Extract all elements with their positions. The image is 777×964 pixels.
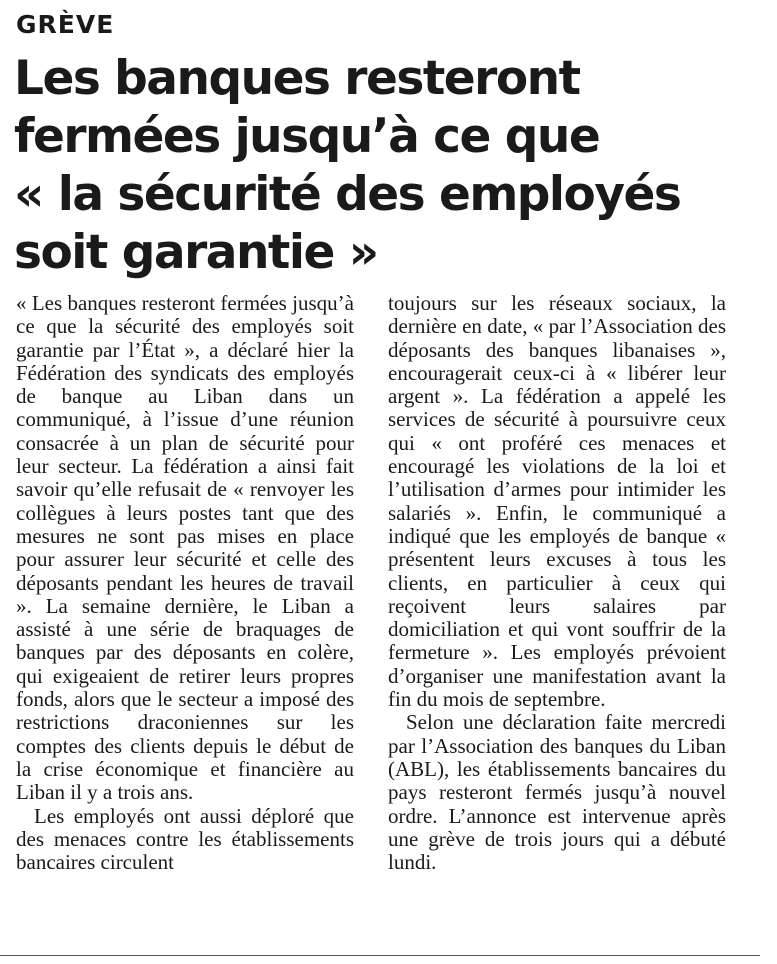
body-paragraph: toujours sur les réseaux sociaux, la dernière en date, « par l’Association des déposants des banques libanaises », encouragerait ceux-ci à « libérer leur argent ». La fédération a appelé les services de sécurité à poursuivre ceux qui « ont proféré ces menaces et encouragé les violations de la loi et l’utilisation d’armes pour intimider les salariés ». Enfin, le communiqué a indiqué que les employés de banque « présentent leurs excuses à tous les clients, en particulier à ceux qui reçoivent leurs salaires par domiciliation et qui vont souffrir de la fermeture ». Les employés prévoient d’organiser une manifestation avant la fin du mois de septembre. bbox=[388, 291, 726, 712]
bottom-divider bbox=[0, 955, 760, 956]
headline-line: soit garantie » bbox=[14, 225, 378, 280]
article-column-left bbox=[16, 292, 354, 874]
body-paragraph: Selon une déclaration faite mercredi par l’Association des banques du Liban (ABL), les établissements bancaires du pays resteront fermés jusqu’à nouvel ordre. L’annonce est intervenue après une grève de trois jours qui a débuté lundi. bbox=[388, 710, 726, 875]
article-headline bbox=[14, 50, 764, 282]
headline-line: Les banques resteront bbox=[14, 51, 580, 106]
body-paragraph: Les employés ont aussi déploré que des menaces contre les établissements bancaires circulent bbox=[16, 803, 354, 875]
section-kicker: GRÈVE bbox=[16, 10, 115, 39]
headline-line: fermées jusqu’à ce que bbox=[14, 109, 600, 164]
body-paragraph: « Les banques resteront fermées jusqu’à ce que la sécurité des employés soit garantie par l’État », a déclaré hier la Fédération des syndicats des employés de banque au Liban dans un communiqué, à l’issue d’une réunion consacrée à un plan de sécurité pour leur secteur. La fédération a ainsi fait savoir qu’elle refusait de « renvoyer les collègues à leurs postes tant que des mesures ne sont pas mises en place pour assurer leur sécurité et celle des déposants pendant les heures de travail ». La semaine dernière, le Liban a assisté à une série de braquages de banques par des déposants en colère, qui exigeaient de retirer leurs propres fonds, alors que le secteur a imposé des restrictions draconiennes sur les comptes des clients depuis le début de la crise économique et financière au Liban il y a trois ans. bbox=[16, 291, 354, 805]
headline-line: « la sécurité des employés bbox=[14, 167, 681, 222]
article-column-right bbox=[388, 292, 726, 874]
